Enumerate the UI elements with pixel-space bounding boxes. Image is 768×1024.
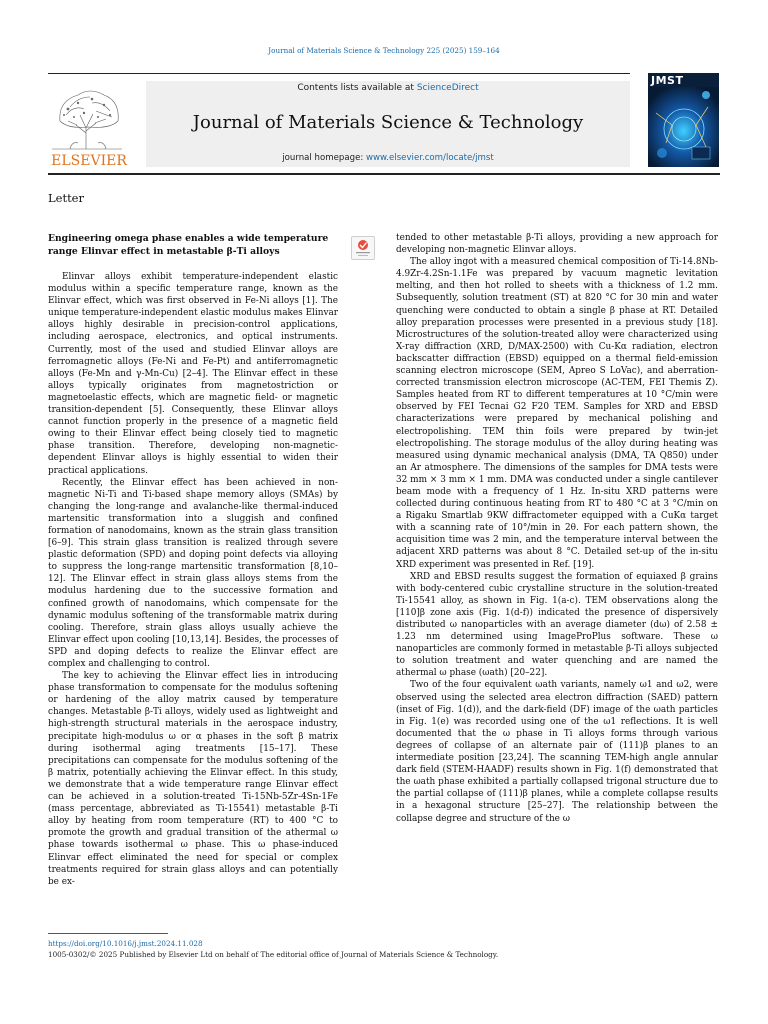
paragraph: XRD and EBSD results suggest the formation of equiaxed β grains with body-centered cubic crystalline structure in the solution-treated Ti-15541 alloy, as shown in Fig. 1(a-c). TEM observations along the [110]β zone axis (Fig. 1(d-f)) indicated the presence of dispersively distributed ω nanoparticles with an average diameter (dω) of 2.58 ± 1.23 nm determined using ImageProPlus software. These ω nanoparticles are commonly formed in metastable β-Ti alloys subjected to solution treatment and water quenching and are named the athermal ω phase (ωath) [20–22]. <box>396 571 718 679</box>
journal-banner <box>146 81 630 167</box>
journal-title: Journal of Materials Science & Technology <box>192 112 584 133</box>
paragraph: Two of the four equivalent ωath variants, namely ω1 and ω2, were observed using the selected area electron diffraction (SAED) pattern (inset of Fig. 1(d)), and the dark-field (DF) image of the ωath particles in Fig. 1(e) was recorded using one of the ω1 reflections. It is well documented that the ω phase in Ti alloys forms through various degrees of collapse of an alternate pair of (111)β planes to an intermediate position [23,24]. The scanning TEM-high angle annular dark field (STEM-HAADF) results shown in Fig. 1(f) demonstrated that the ωath phase exhibited a partially collapsed trigonal structure due to the partial collapse of (111)β planes, while a complete collapse results in a hexagonal structure [25–27]. The relationship between the collapse degree and structure of the ω <box>396 680 718 824</box>
article-title: Engineering omega phase enables a wide temperature range Elinvar effect in metastable β-Ti alloys <box>48 233 329 257</box>
paragraph: The alloy ingot with a measured chemical composition of Ti-14.8Nb-4.9Zr-4.2Sn-1.1Fe was prepared by vacuum magnetic levitation melting, and then hot rolled to sheets with a thickness of 1.2 mm. Subsequently, solution treatment (ST) at 820 °C for 30 min and water quenching were conducted to obtain a single β phase at RT. Detailed alloy preparation processes were presented in a previous study [18]. Microstructures of the solution-treated alloy were characterized using X-ray diffraction (XRD, D/MAX-2500) with Cu-Kα radiation, electron backscatter diffraction (EBSD) equipped on a thermal field-emission scanning electron microscope (SEM, Apreo S LoVac), and aberration-corrected transmission electron microscope (AC-TEM, FEI Themis Z). Samples heated from RT to different temperatures at 10 °C/min were observed by FEI Tecnai G2 F20 TEM. Samples for XRD and EBSD characterizations were prepared by mechanical polishing and electropolishing. TEM thin foils were prepared by twin-jet electropolishing. The storage modulus of the alloy during heating was measured using dynamic mechanical analysis (DMA, TA Q850) under an Ar atmosphere. The dimensions of the samples for DMA tests were 32 mm × 3 mm × 1 mm. DMA was conducted under a single cantilever beam mode with a frequency of 1 Hz. In-situ XRD patterns were collected during continuous heating from RT to 480 °C at 3 °C/min on a Rigaku Smartlab 9KW diffractometer equipped with a CuKα target with a scanning rate of 10°/min in 2θ. For each pattern shown, the acquisition time was 2 min, and the temperature interval between the adjacent XRD patterns was about 8 °C. Detailed set-up of the in-situ XRD experiment was presented in Ref. [19]. <box>396 257 718 570</box>
elsevier-tree-icon <box>48 81 130 167</box>
sciencedirect-link[interactable]: ScienceDirect <box>416 83 479 93</box>
paragraph: The key to achieving the Elinvar effect lies in introducing phase transformation to compensate for the modulus softening or hardening of the alloy matrix caused by temperature changes. Metastable β-Ti alloys, widely used as lightweight and high-strength structural materials in the aerospace industry, precipitate high-modulus ω or α phases in the soft β matrix during isothermal aging treatments [15–17]. These precipitations can compensate for the modulus softening of the β matrix, potentially achieving the Elinvar effect. In this study, we demonstrate that a wide temperature range Elinvar effect can be achieved in a solution-treated Ti-15Nb-5Zr-4Sn-1Fe (mass percentage, abbreviated as Ti-15541) metastable β-Ti alloy by heating from room temperature (RT) to 400 °C to promote the growth and gradual transition of the athermal ω phase towards isothermal ω phase. This ω phase-induced Elinvar effect eliminated the need for special or complex treatments required for strain glass alloys and can potentially be ex- <box>48 671 338 887</box>
section-label: Letter <box>48 191 84 205</box>
copyright-notice: 1005-0302/© 2025 Published by Elsevier Ltd on behalf of The editorial office of Journal of Materials Science & Technology. <box>48 950 499 959</box>
svg-text:ELSEVIER: ELSEVIER <box>51 153 127 167</box>
paragraph: Elinvar alloys exhibit temperature-independent elastic modulus within a specific temperature range, known as the Elinvar effect, which was first observed in Fe-Ni alloys [1]. The unique temperature-independent elastic modulus makes Elinvar alloys highly desirable in precision-control applications, including aerospace, electronics, and optical instruments. Currently, most of the used and studied Elinvar alloys are ferromagnetic alloys (Fe-Ni and Fe-Pt) and antiferromagnetic alloys (Fe-Mn and γ-Mn-Cu) [2–4]. The Elinvar effect in these alloys typically originates from magnetostriction or magnetoelastic effects, which are magnetic field- or magnetic transition-dependent [5]. Consequently, these Elinvar alloys cannot function properly in the presence of a magnetic field owing to their Elinvar effect being closely tied to magnetic phase transition. Therefore, developing non-magnetic-dependent Elinvar alloys is highly essential to widen their practical applications. <box>48 272 338 476</box>
journal-citation[interactable]: Journal of Materials Science & Technology 225 (2025) 159–164 <box>268 46 500 55</box>
contents-line: Contents lists available at ScienceDirect <box>297 83 479 93</box>
paragraph: tended to other metastable β-Ti alloys, providing a new approach for developing non-magnetic Elinvar alloys. <box>396 233 718 256</box>
check-updates-badge <box>352 237 374 259</box>
header-bottom-rule <box>48 173 720 175</box>
paragraph: Recently, the Elinvar effect has been achieved in non-magnetic Ni-Ti and Ti-based shape memory alloys (SMAs) by changing the long-range and avalanche-like thermal-induced martensitic transformation into a sluggish and confined formation of nanodomains, known as the strain glass transition [6–9]. This strain glass transition is realized through severe plastic deformation (SPD) and doping point defects via alloying to suppress the long-range martensitic transformation [8,10–12]. The Elinvar effect in strain glass alloys stems from the modulus hardening due to the successive formation and confined growth of nanodomains, which compensate for the dynamic modulus softening of the transformable matrix during cooling. Therefore, strain glass alloys usually achieve the Elinvar effect upon cooling [10,13,14]. Besides, the processes of SPD and doping defects to realize the Elinvar effect are complex and challenging to control. <box>48 477 338 669</box>
header-top-rule <box>48 73 630 74</box>
left-column <box>48 271 338 888</box>
right-column <box>396 232 718 825</box>
cover-artwork <box>648 73 719 167</box>
journal-cover-image[interactable]: JMST <box>648 73 719 167</box>
homepage-link[interactable]: www.elsevier.com/locate/jmst <box>366 153 494 163</box>
footer-rule <box>48 933 168 934</box>
homepage-line: journal homepage: www.elsevier.com/locate/jmst <box>282 153 494 163</box>
elsevier-logo[interactable] <box>48 81 130 167</box>
check-for-updates-icon[interactable] <box>351 236 375 260</box>
doi-link[interactable]: https://doi.org/10.1016/j.jmst.2024.11.028 <box>48 939 203 948</box>
